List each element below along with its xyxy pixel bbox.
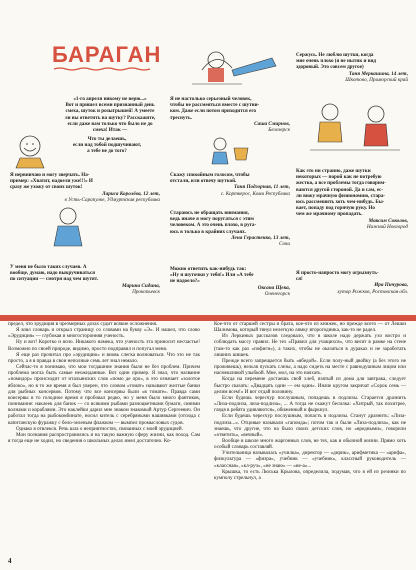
letter-line: вает, попаду под горячую руку. Но (296, 205, 375, 212)
letter-line: Я не настолько серьезный человек, (170, 96, 252, 102)
intro-question (62, 136, 152, 155)
letter-line: ведь иначе я могу поругаться с этим (170, 216, 254, 223)
article-paragraph: Ну и вот! Коротко и ясно. Никакого намека, что ученость эта приносит несчастье! Возможно по своей природе, видимо, просто подправил и попугал меня. (8, 339, 200, 352)
article-paragraph: Если будешь чересчур послушным, попасть в подлизы. Станут дразнить: «Лиза-подлиза...». Отцовые называли «гапоида»; потом так и были «Лиза-подлиза», как не знаешь, что другие, что на было своих детских слов, но «вредными», говорили «ответить», «вечный». (214, 413, 406, 438)
letter-larisa (10, 172, 160, 203)
letter-line: юсь в только в крайних случаях. (170, 228, 246, 235)
article-paragraph: предел, что эрудиция в чрезмерных дозах судит всякие осложнения. (8, 321, 158, 327)
letter-line: чем же мрачному пропадать. (296, 211, 363, 218)
letter-line: чтобы не рассмеяться вместе с шутни- (170, 102, 260, 109)
letter-line: треснуть. (170, 114, 192, 121)
letter-signature: Таня Подгорная, 11 лет, (234, 184, 290, 191)
letter-place: Нижний Новгород (366, 223, 408, 230)
letter-maksim (296, 168, 408, 230)
article-paragraph: Прежде всего запрещается быть «ябедой». Если полу-ный двойку (а без этого не проживешь), нельзя пускать слезы, а надо сидеть на месте с равнодушным лицом или насмешливой улыбкой. Мне, мол, на это начхать. (214, 357, 406, 377)
letter-line: человеком. А это очень плохо, в руга- (170, 222, 257, 229)
letter-line: Как это ни странно, даже шутки (296, 168, 371, 174)
letter-ira (296, 270, 408, 295)
letter-line: Я просто-напросто могу огрызнуть- (296, 270, 379, 276)
letter-line: У меня не было таких случаев. А (10, 264, 87, 270)
letter-signature: Лена Герастенко, 13 лет, (230, 234, 290, 241)
letter-sasha (170, 96, 290, 133)
letter-place: Оленегорск (264, 290, 290, 297)
intro-line: смеха, шуток и розыгрышей! А умеете (65, 108, 155, 115)
letter-signature: Оксана Щека, (257, 284, 290, 291)
letter-signature: Марина Сидина, (122, 282, 160, 289)
letter-signature: Таня Меркашина, 14 лет, (348, 70, 408, 77)
letter-line: ся! (296, 276, 303, 283)
article-column-left (8, 321, 200, 557)
article-paragraph: Учительница называлась «училка», директор — «дирик», арифметика — «арифа», физкультура — «физра», учебник — «учебник», классный руководитель — «классная», «кл-руч», «не знаю» — «не-а»... (214, 450, 406, 469)
article-paragraph: Если будешь чересчур послушным, попадешь в подлизы. Старается дразнить «Лиза-подлиза, лиза-подлиза», ... А тогда не скажут бесилка: «Хитрый, так похитрее, глядя в ребята удивляются», обиженный и фыркнул. (214, 394, 406, 414)
article-column-right (214, 321, 406, 557)
letter-line: Стараюсь не обращать внимания, (170, 210, 249, 216)
letter-tanya-m (296, 52, 408, 83)
intro-question-line: а тебе не до того? (87, 148, 127, 155)
letter-line: мне очень плохо (я не нытик и вид (296, 58, 376, 65)
two-kids-illustration (300, 98, 410, 158)
letter-lena (170, 210, 290, 247)
article-paragraph: Сейчас-то я понимаю, что мои тогдашние знания были не без проблем. Причем проблема могла быть самые неожиданные. Вот один пример. Я знал, что название «помидор» происходит от итальянских слов «помо де оро», в это означает «золотое яблоко», но в то же время я был уверен, что словом «томат» называют желтые банки для рыбных консервов. Потому что все консервы были «в томате». Правда сами консервы в то голодное время я пробовал редко, но у меня было много фантиков, понимание: наклеек для банок — со всякими рыбами разноцветными бумаги, синими волнами и кораблями. Это наклейки дарил мне знаком знакомый Артур Сергеевич. Он работал тогда на рыбокомбинате, носил китель с серебряными нашивками (отсюда с капитанскую фуражку с бело-зеленым флажком — вымпел промысловых судов. (8, 364, 200, 426)
letter-line: вообще, думаю, надо выкручиваться (10, 270, 95, 277)
letter-line: здоровый. Это совсем другое) (296, 64, 364, 71)
letter-line: ли вижу мрачную физиономию, стара- (296, 192, 386, 199)
letter-place: Прокопьевск (132, 288, 160, 295)
article-paragraph: Вообще в школе много жаргонных слов, не тех, как в обычной жизни. Прямо хоть особый словарь составляй. (214, 437, 406, 451)
letter-signature: Ира Пичурова, (374, 282, 408, 289)
letter-marina (10, 264, 160, 295)
article-paragraph: Однако я отвлекся. Речь шла о неприятностях, связанных с моей эрудицией. (16, 425, 183, 432)
intro-question-line: если над тобой подшучивают, (72, 142, 142, 149)
letter-place: с. Корткерос, Коми Республика (220, 190, 290, 197)
letter-line: жестко, а все проблемы тогда говорим- (296, 180, 386, 187)
letter-line: ваются другой стороной. Да и сам, ес- (296, 186, 384, 193)
intro-line: смеха! Итак — (92, 127, 128, 134)
letter-line: пример: «Хватит, надоели уже!!!» И (10, 178, 93, 185)
intro-line: Вот и пришел всеми признанный день (65, 102, 155, 109)
letter-oksana (170, 266, 290, 297)
letter-line: юсь рассмешить хоть чем-нибудь. Бы- (296, 199, 385, 206)
article-paragraph: Крышка, то есть Люська Крылова, определила, подумав, что я ей из резинки по кумполу стрельнул, а (214, 468, 406, 481)
letter-place: Сочи (278, 241, 290, 248)
letter-place: в Усть-Сарапулке, Удмуртская республика (64, 196, 160, 203)
heading-title: БАРАГАН (52, 42, 162, 67)
letter-line: Скажу спокойным голосом, чтобы (170, 172, 250, 178)
article-paragraph: Когда на перемене достаешь свой хлеб, взятый из дома для завтрака, следует быстро сказать: «Двадцать один — ем один». Иначе кругом закричат «Сорок семь — делим всем!» И вот отдай половину. (214, 376, 406, 395)
article-paragraph: Я еще раз прочитал про «эрудицию» и вновь слегка волноваться. Что это не так просто, а я в правда в свои неполные семь лет знал немало. (8, 351, 200, 364)
intro-line: если даже вам только что было не до (67, 120, 153, 127)
article-paragraph: Мои познания распространялись и на такую важную сферу жизни, как поход. Сам я тогда еще не ходил, но сведения о школьных делах имел достаточно. Ко- (8, 431, 200, 444)
letter-line: «Ну и шуточки у тебя!» Или «А тебе (170, 272, 254, 279)
intro-line: «1-го апреля никому не верю...» (73, 96, 147, 102)
letter-signature: Максим Соколов, (368, 217, 408, 224)
letter-place: хутор Рожков, Ростовская обл. (337, 288, 408, 295)
letter-line: некоторых — порой как не потребую (296, 174, 382, 181)
letter-tanya-p (170, 172, 290, 197)
intro-question-line: Что ты делаешь, (87, 136, 127, 142)
article-paragraph: Кое-что от старшей сестры и брата, кое-что из книжек, но прежде всего — от Лешки Шалимова, который тянул нелегкую лямку второгодника, как-то не радел. (214, 321, 406, 334)
page-number: 4 (8, 557, 12, 565)
heading-block (52, 44, 162, 66)
letter-signature: Саша Смирнов, (254, 120, 290, 127)
letter-line: не надоело?» (170, 278, 200, 285)
boy-with-rocket-illustration (172, 40, 292, 98)
girl-illustration (40, 204, 96, 248)
letter-line: сразу же ухожу от своих шуток! (10, 184, 83, 191)
letter-signature: Лариса Королёва, 12 лет, (102, 190, 160, 197)
intro-line: ли вы ответить на шутку? Расскажите, (64, 114, 156, 121)
letter-line: по ситуации — смотря над чем шутят. (10, 276, 99, 283)
letter-line: Я нервничаю и могу зверчать. На- (10, 172, 90, 178)
article-paragraph: Из Леркиных рассказов следовало, что в школе надо держать ухо востро и соблюдать массу правил. Не тех «Правил для учащихся», что висят в рамке на стене (там-то как раз «пофиги»), а таких, чтобы не оказаться в дураках и не заработать лишних шишек. (214, 333, 406, 358)
heading-wave-line (54, 67, 150, 72)
laughing-boy-illustration (10, 128, 50, 168)
article-paragraph: Я взял словарь и открыл страницу со словами на букву «Э». И нашел, что слово «Эрудиция» — глубокая и многосторонняя ученость. (8, 327, 200, 340)
letter-line: ком. Даже если потом приходится его (170, 108, 257, 115)
letter-place: Шкотово, Приморский край (345, 76, 408, 83)
letter-place: Белозерск (268, 127, 290, 134)
letter-line: Можно ответить как-нибудь так: (170, 266, 247, 272)
letter-line: Сержусь. Не люблю шутки, когда (296, 52, 374, 58)
intro-text (50, 96, 170, 133)
letter-line: отстали, или отвечу шуткой. (170, 178, 237, 185)
boy-with-bucket-illustration (198, 134, 268, 170)
